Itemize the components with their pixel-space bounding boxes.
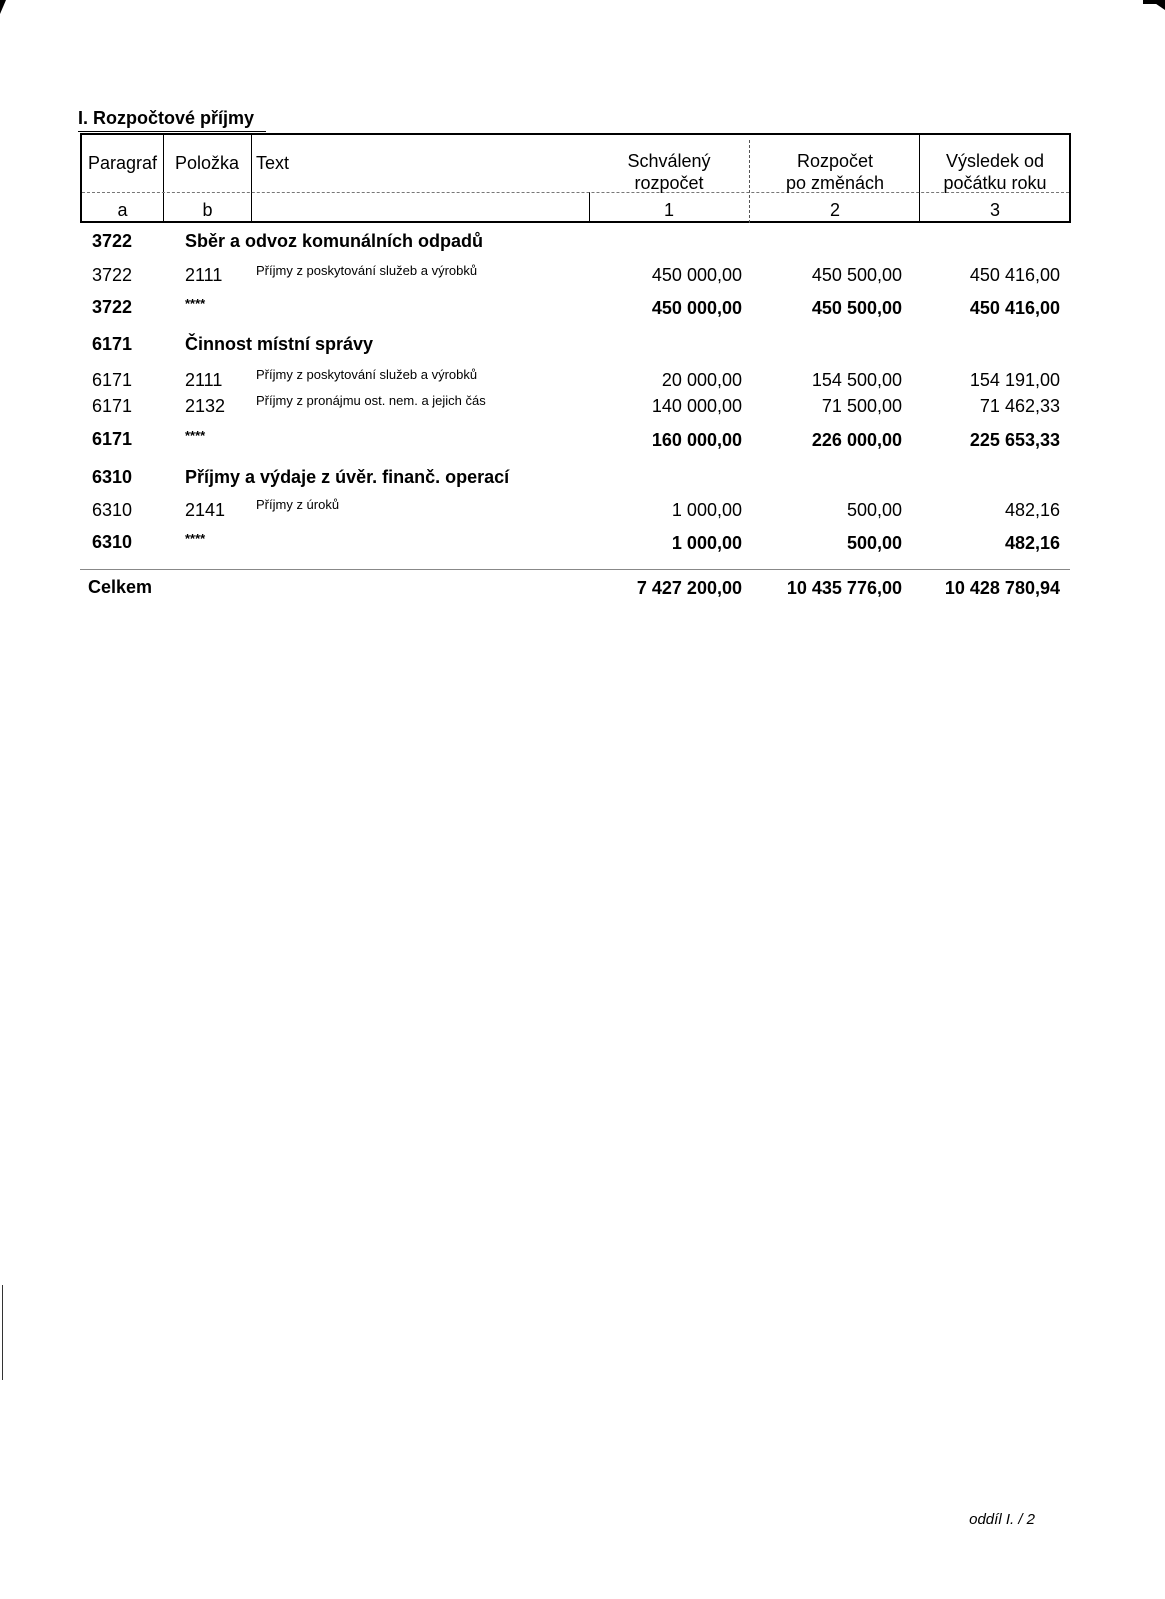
column-divider bbox=[251, 133, 252, 223]
grand-total-value-3: 10 428 780,94 bbox=[944, 578, 1060, 598]
page-footer: oddíl I. / 2 bbox=[969, 1511, 1035, 1528]
row-text: Příjmy z úroků bbox=[256, 497, 340, 512]
scan-corner-mark bbox=[1143, 0, 1165, 10]
header-sub-2: 2 bbox=[829, 200, 840, 220]
grand-total-value-2: 10 435 776,00 bbox=[786, 578, 902, 598]
total-paragraf: 3722 bbox=[92, 297, 133, 317]
group-paragraf: 6171 bbox=[92, 334, 133, 354]
total-value-1: 1 000,00 bbox=[671, 533, 742, 553]
row-paragraf: 3722 bbox=[92, 265, 133, 285]
row-paragraf: 6171 bbox=[92, 370, 133, 390]
row-value-3: 482,16 bbox=[1004, 500, 1060, 520]
header-sub-b: b bbox=[202, 200, 213, 220]
total-value-3: 225 653,33 bbox=[969, 430, 1060, 450]
scan-edge-line bbox=[2, 1285, 3, 1380]
header-text: Text bbox=[256, 153, 290, 173]
row-value-2: 71 500,00 bbox=[821, 396, 902, 416]
header-polozka: Položka bbox=[175, 153, 240, 173]
total-value-2: 450 500,00 bbox=[811, 298, 902, 318]
total-value-2: 226 000,00 bbox=[811, 430, 902, 450]
grand-total-label: Celkem bbox=[88, 577, 153, 597]
row-text: Příjmy z pronájmu ost. nem. a jejich čás bbox=[256, 393, 486, 408]
row-text: Příjmy z poskytování služeb a výrobků bbox=[256, 367, 478, 382]
group-title: Příjmy a výdaje z úvěr. finanč. operací bbox=[185, 467, 510, 487]
row-polozka: 2141 bbox=[185, 500, 226, 520]
total-value-3: 450 416,00 bbox=[969, 298, 1060, 318]
total-value-2: 500,00 bbox=[846, 533, 902, 553]
header-sub-1: 1 bbox=[663, 200, 674, 220]
row-value-2: 154 500,00 bbox=[811, 370, 902, 390]
total-value-3: 482,16 bbox=[1004, 533, 1060, 553]
total-paragraf: 6310 bbox=[92, 532, 133, 552]
header-vysledek: Výsledek od počátku roku bbox=[943, 151, 1047, 193]
row-value-2: 500,00 bbox=[846, 500, 902, 520]
row-value-1: 450 000,00 bbox=[651, 265, 742, 285]
section-title: I. Rozpočtové příjmy bbox=[78, 108, 255, 128]
row-value-2: 450 500,00 bbox=[811, 265, 902, 285]
total-separator bbox=[80, 569, 1070, 570]
header-schvaleny-rozpocet: Schválený rozpočet bbox=[627, 151, 711, 193]
title-underline bbox=[78, 131, 266, 132]
header-rozpocet-po-zmenach: Rozpočet po změnách bbox=[785, 151, 885, 193]
row-polozka: 2111 bbox=[185, 265, 223, 285]
row-polozka: 2132 bbox=[185, 396, 226, 416]
row-value-1: 140 000,00 bbox=[651, 396, 742, 416]
scan-corner-mark bbox=[0, 0, 6, 14]
group-paragraf: 6310 bbox=[92, 467, 133, 487]
header-sub-a: a bbox=[117, 200, 128, 220]
header-paragraf: Paragraf bbox=[88, 153, 158, 173]
row-value-1: 20 000,00 bbox=[661, 370, 742, 390]
total-value-1: 160 000,00 bbox=[651, 430, 742, 450]
row-text: Příjmy z poskytování služeb a výrobků bbox=[256, 263, 478, 278]
row-value-3: 71 462,33 bbox=[979, 396, 1060, 416]
total-value-1: 450 000,00 bbox=[651, 298, 742, 318]
total-polozka: **** bbox=[185, 428, 206, 443]
row-value-1: 1 000,00 bbox=[671, 500, 742, 520]
group-title: Činnost místní správy bbox=[185, 334, 374, 354]
row-polozka: 2111 bbox=[185, 370, 223, 390]
total-polozka: **** bbox=[185, 531, 206, 546]
grand-total-value-1: 7 427 200,00 bbox=[636, 578, 742, 598]
group-title: Sběr a odvoz komunálních odpadů bbox=[185, 231, 484, 251]
row-value-3: 154 191,00 bbox=[969, 370, 1060, 390]
header-sub-3: 3 bbox=[989, 200, 1000, 220]
group-paragraf: 3722 bbox=[92, 231, 133, 251]
row-paragraf: 6171 bbox=[92, 396, 133, 416]
row-paragraf: 6310 bbox=[92, 500, 133, 520]
total-polozka: **** bbox=[185, 296, 206, 311]
row-value-3: 450 416,00 bbox=[969, 265, 1060, 285]
total-paragraf: 6171 bbox=[92, 429, 133, 449]
